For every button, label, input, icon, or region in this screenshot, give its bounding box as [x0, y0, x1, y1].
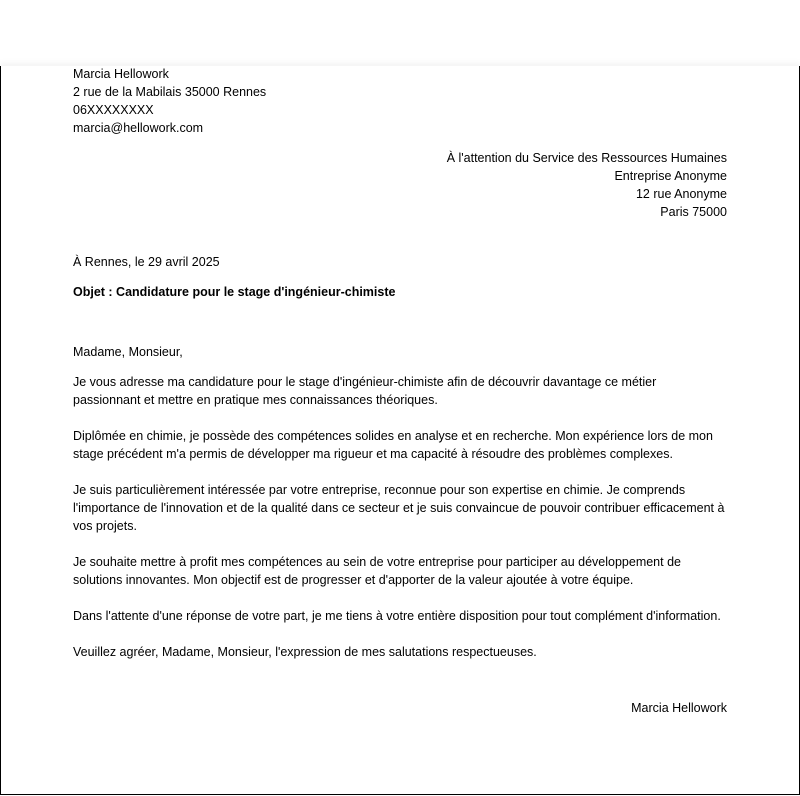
page-top-margin: [0, 0, 800, 66]
body-paragraph: Je suis particulièrement intéressée par votre entreprise, reconnue pour son expertise en chimie. Je comprends l'importance de l'innovation et de la qualité dans ce secteur et je suis convaincue de pouvoir contribuer efficacement à vos projets.: [73, 483, 725, 533]
date-line: À Rennes, le 29 avril 2025: [73, 255, 220, 269]
recipient-block: [73, 149, 727, 221]
letter-content: [73, 66, 727, 717]
recipient-attention: À l'attention du Service des Ressources Humaines: [446, 151, 727, 165]
body-paragraph: Je vous adresse ma candidature pour le stage d'ingénieur-chimiste afin de découvrir davantage ce métier passionnant et mettre en pratique mes connaissances théoriques.: [73, 375, 657, 407]
body-paragraph: Dans l'attente d'une réponse de votre part, je me tiens à votre entière disposition pour tout complément d'information.: [73, 609, 721, 623]
recipient-company: Entreprise Anonyme: [614, 169, 727, 183]
signature: Marcia Hellowork: [631, 701, 727, 715]
subject-line: Objet : Candidature pour le stage d'ingénieur-chimiste: [73, 285, 396, 299]
body-paragraph: Je souhaite mettre à profit mes compétences au sein de votre entreprise pour participer au développement de solutions innovantes. Mon objectif est de progresser et d'apporter de la valeur ajoutée à votre équipe.: [73, 555, 681, 587]
sender-address: 2 rue de la Mabilais 35000 Rennes: [73, 85, 267, 99]
recipient-street: 12 rue Anonyme: [635, 187, 727, 201]
sender-name: Marcia Hellowork: [73, 67, 169, 81]
closing-formula: Veuillez agréer, Madame, Monsieur, l'expression de mes salutations respectueuses.: [73, 645, 537, 659]
sender-block: [73, 65, 727, 137]
letter-page: [0, 66, 800, 795]
salutation: Madame, Monsieur,: [73, 345, 183, 359]
sender-email: marcia@hellowork.com: [73, 121, 204, 135]
sender-phone: 06XXXXXXXX: [73, 103, 154, 117]
body-paragraph: Diplômée en chimie, je possède des compétences solides en analyse et en recherche. Mon expérience lors de mon stage précédent m'a permis de développer ma rigueur et ma capacité à résoudre des problèmes complexes.: [73, 429, 713, 461]
recipient-city: Paris 75000: [660, 205, 727, 219]
